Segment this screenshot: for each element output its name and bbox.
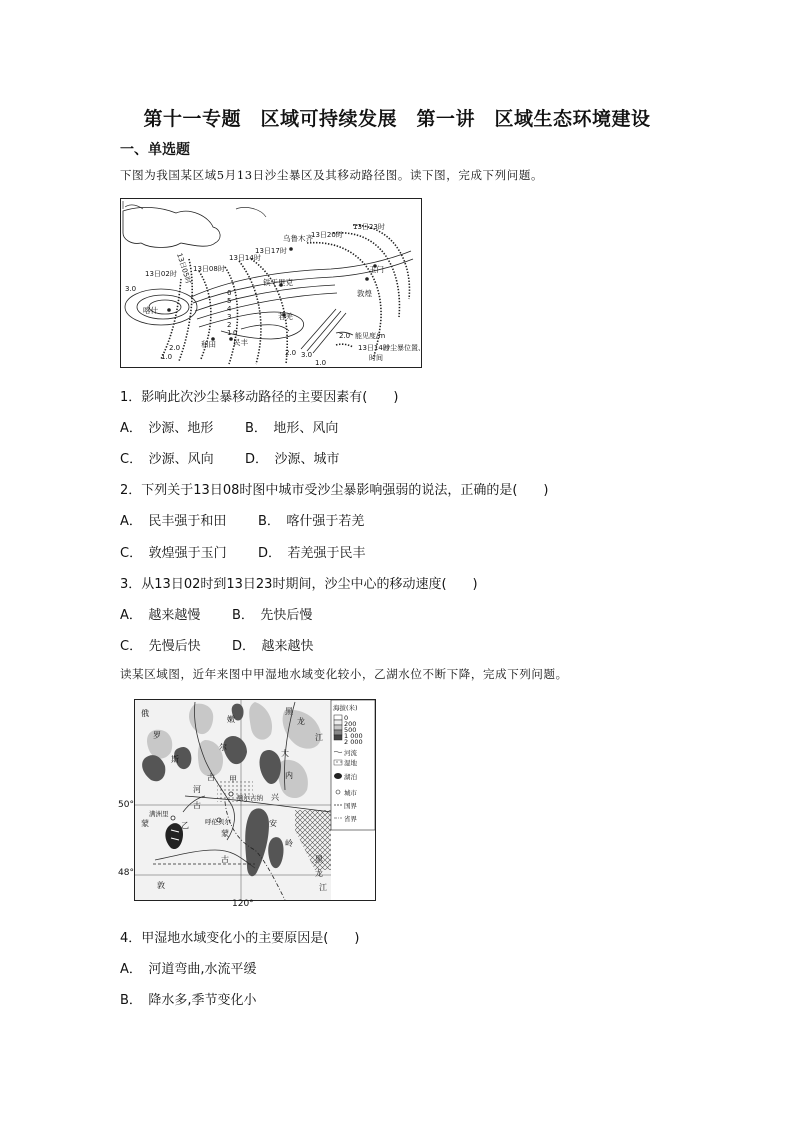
question-2-option-d[interactable]: D． 若羌强于民丰 <box>258 546 366 561</box>
map-label: 蒙 <box>141 819 149 828</box>
intro-text-2: 读某区域图，近年来图中甲湿地水域变化较小，乙湖水位不断下降，完成下列问题。 <box>120 667 568 681</box>
map-label: 黑 <box>285 707 293 716</box>
map-label: 古 <box>193 801 201 810</box>
label-tieganlike: 铁干里克 <box>263 278 293 287</box>
map-label: 敦 <box>157 881 165 890</box>
question-4-stem: 4．甲湿地水域变化小的主要原因是( ) <box>120 931 360 946</box>
map-label: 尔 <box>219 743 227 752</box>
map-label: 斯 <box>171 755 179 764</box>
intro-text-1: 下图为我国某区域5月13日沙尘暴区及其移动路径图。读下图，完成下列问题。 <box>120 168 544 182</box>
question-3-option-d[interactable]: D． 越来越快 <box>232 639 314 654</box>
legend-elev-2000: 2 000 <box>344 738 363 746</box>
legend-position-time: 13日14时 <box>358 344 390 352</box>
map-label-jia: 甲 <box>229 775 237 784</box>
question-1-option-a[interactable]: A． 沙源、地形 <box>120 421 214 436</box>
map-label: 蒙 <box>221 829 229 838</box>
region-map <box>134 699 376 901</box>
contour-value: 6 <box>227 289 232 297</box>
legend-elev-500: 500 <box>344 726 357 734</box>
label-kashgar: 喀什 <box>143 306 158 315</box>
legend-elev-0: 0 <box>344 714 349 722</box>
question-1-stem: 1．影响此次沙尘暴移动路径的主要因素有( ) <box>120 390 399 405</box>
lon-label-120: 120° <box>232 899 254 909</box>
question-1-option-d[interactable]: D． 沙源、城市 <box>245 452 340 467</box>
sandstorm-map <box>120 198 422 368</box>
label-t2300: 13日23时 <box>353 223 385 231</box>
map-label: 古 <box>207 773 215 782</box>
legend-wetland: 湿地 <box>344 759 357 767</box>
label-hotan: 和田 <box>201 340 216 349</box>
contour-value: 1.0 <box>315 359 327 367</box>
map-label-city: 额尔古纳 <box>237 794 263 802</box>
label-dunhuang: 敦煌 <box>357 289 372 298</box>
sandstorm-map-svg <box>121 199 421 367</box>
map-label: 古 <box>221 855 229 864</box>
map-label: 罗 <box>153 731 161 740</box>
question-4-option-b[interactable]: B． 降水多,季节变化小 <box>120 993 257 1008</box>
map-label-city: 满洲里 <box>149 810 169 818</box>
lat-label-50: 50° <box>118 800 134 810</box>
contour-value: 1 <box>227 329 232 337</box>
label-urumqi: 乌鲁木齐 <box>283 234 313 243</box>
label-t0200: 13日02时 <box>145 270 177 278</box>
legend-elev-200: 200 <box>344 720 357 728</box>
question-2-option-a[interactable]: A． 民丰强于和田 <box>120 514 227 529</box>
label-t2000: 13日20时 <box>311 231 343 239</box>
question-3-option-a[interactable]: A． 越来越慢 <box>120 608 201 623</box>
page-title: 第十一专题 区域可持续发展 第一讲 区域生态环境建设 <box>143 108 651 130</box>
map-label: 江 <box>315 733 323 742</box>
contour-value: 3.0 <box>125 285 137 293</box>
question-1-option-c[interactable]: C． 沙源、风向 <box>120 452 214 467</box>
map-label: 河 <box>193 785 201 794</box>
map-label: 嫩 <box>227 715 235 724</box>
question-4-option-a[interactable]: A． 河道弯曲,水流平缓 <box>120 962 257 977</box>
map-label-city: 呼伦贝尔 <box>205 818 231 826</box>
mountain-shape <box>123 207 220 247</box>
legend-national-border: 国界 <box>344 802 357 810</box>
question-1-option-b[interactable]: B． 地形、风向 <box>245 421 339 436</box>
legend-lake: 湖泊 <box>344 773 357 781</box>
label-t1400: 13日14时 <box>229 254 261 262</box>
legend-visibility-label: 能见度/m <box>355 332 386 340</box>
lat-label-48: 48° <box>118 868 134 878</box>
label-t0500: 13日05时 <box>175 252 193 285</box>
contour-value: 2 <box>227 321 232 329</box>
legend-provincial-border: 省界 <box>344 815 357 823</box>
legend-elev-1000: 1 000 <box>344 732 363 740</box>
legend-title: 海拔(米) <box>333 704 358 712</box>
map-label: 岭 <box>285 839 293 848</box>
question-2-option-b[interactable]: B． 喀什强于若羌 <box>258 514 365 529</box>
map-label: 大 <box>281 749 289 758</box>
label-t0800: 13日08时 <box>193 265 225 273</box>
legend-visibility-value: 2.0 <box>339 332 351 340</box>
contour-value: 1.0 <box>161 353 173 361</box>
label-minfeng: 民丰 <box>233 338 248 347</box>
question-2-option-c[interactable]: C． 敦煌强于玉门 <box>120 546 227 561</box>
contour-value: 3.0 <box>301 351 313 359</box>
question-3-option-b[interactable]: B． 先快后慢 <box>232 608 313 623</box>
legend-city: 城市 <box>344 789 357 797</box>
label-yumen: 玉门 <box>369 265 384 274</box>
label-ruoqiang: 若羌 <box>278 312 293 321</box>
contour-value: 3 <box>227 313 232 321</box>
map-label-yi: 乙 <box>181 821 189 830</box>
label-t1700: 13日17时 <box>255 247 287 255</box>
section-heading: 一、单选题 <box>120 142 190 158</box>
contour-value: 2.0 <box>169 344 181 352</box>
map-label: 俄 <box>141 709 149 718</box>
contour-value: 0 <box>233 329 238 337</box>
contour-value: 5 <box>227 297 232 305</box>
legend-position-label: 沙尘暴位置、 <box>383 344 421 352</box>
question-3-stem: 3．从13日02时到13日23时期间，沙尘中心的移动速度( ) <box>120 577 478 592</box>
question-3-option-c[interactable]: C． 先慢后快 <box>120 639 201 654</box>
contour-value: 4 <box>227 305 232 313</box>
legend-time-label: 时间 <box>369 354 383 362</box>
map-label: 内 <box>285 771 293 780</box>
contour-value: 2.0 <box>285 349 297 357</box>
map-label: 黑 <box>315 855 323 864</box>
legend-river: 河流 <box>344 749 357 757</box>
map-label: 江 <box>319 883 327 892</box>
map-label: 安 <box>269 819 277 828</box>
question-2-stem: 2．下列关于13日08时图中城市受沙尘暴影响强弱的说法，正确的是( ) <box>120 483 549 498</box>
map-label: 龙 <box>315 869 323 878</box>
region-map-svg <box>135 700 375 900</box>
map-label: 龙 <box>297 717 305 726</box>
map-label: 兴 <box>271 793 279 802</box>
